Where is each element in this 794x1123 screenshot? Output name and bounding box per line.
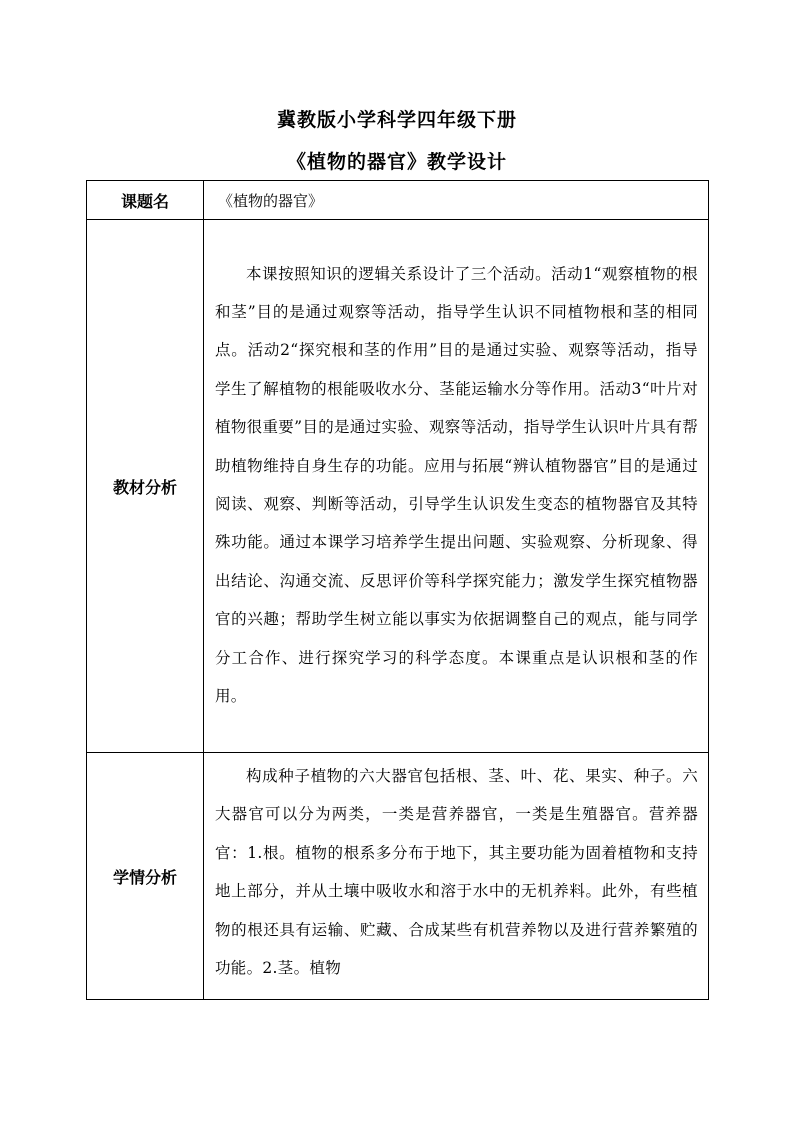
- table-row-topic: [87, 181, 709, 220]
- document-subtitle: 《植物的器官》教学设计: [286, 151, 507, 173]
- table-row-material-analysis: [87, 220, 709, 753]
- row-label-topic: 课题名: [87, 181, 204, 220]
- row-content-material-analysis: [204, 220, 709, 753]
- row-content-student-analysis: [204, 753, 709, 1000]
- row-label-material-analysis: 教材分析: [87, 220, 204, 753]
- table-row-student-analysis: [87, 753, 709, 1000]
- lesson-design-table: [86, 180, 709, 1000]
- student-analysis-text: 构成种子植物的六大器官包括根、茎、叶、花、果实、种子。六大器官可以分为两类，一类是营养器官，一类是生殖器官。营养器官：1.根。植物的根系多分布于地下，其主要功能为固着植物和支持地上部分，并从土壤中吸收水和溶于水中的无机养料。此外，有些植物的根还具有运输、贮藏、合成某些有机营养物以及进行营养繁殖的功能。2.茎。植物: [215, 767, 698, 978]
- row-content-topic: 《植物的器官》: [204, 181, 709, 220]
- row-label-student-analysis: 学情分析: [87, 753, 204, 1000]
- material-analysis-text: 本课按照知识的逻辑关系设计了三个活动。活动1“观察植物的根和茎”目的是通过观察等活动，指导学生认识不同植物根和茎的相同点。活动2“探究根和茎的作用”目的是通过实验、观察等活动，指导学生了解植物的根能吸收水分、茎能运输水分等作用。活动3“叶片对植物很重要”目的是通过实验、观察等活动，指导学生认识叶片具有帮助植物维持自身生存的功能。应用与拓展“辨认植物器官”目的是通过阅读、观察、判断等活动，引导学生认识发生变态的植物器官及其特殊功能。通过本课学习培养学生提出问题、实验观察、分析现象、得出结论、沟通交流、反思评价等科学探究能力；激发学生探究植物器官的兴趣；帮助学生树立能以事实为依据调整自己的观点，能与同学分工合作、进行探究学习的科学态度。本课重点是认识根和茎的作用。: [215, 264, 698, 706]
- document-title: 冀教版小学科学四年级下册: [276, 109, 517, 131]
